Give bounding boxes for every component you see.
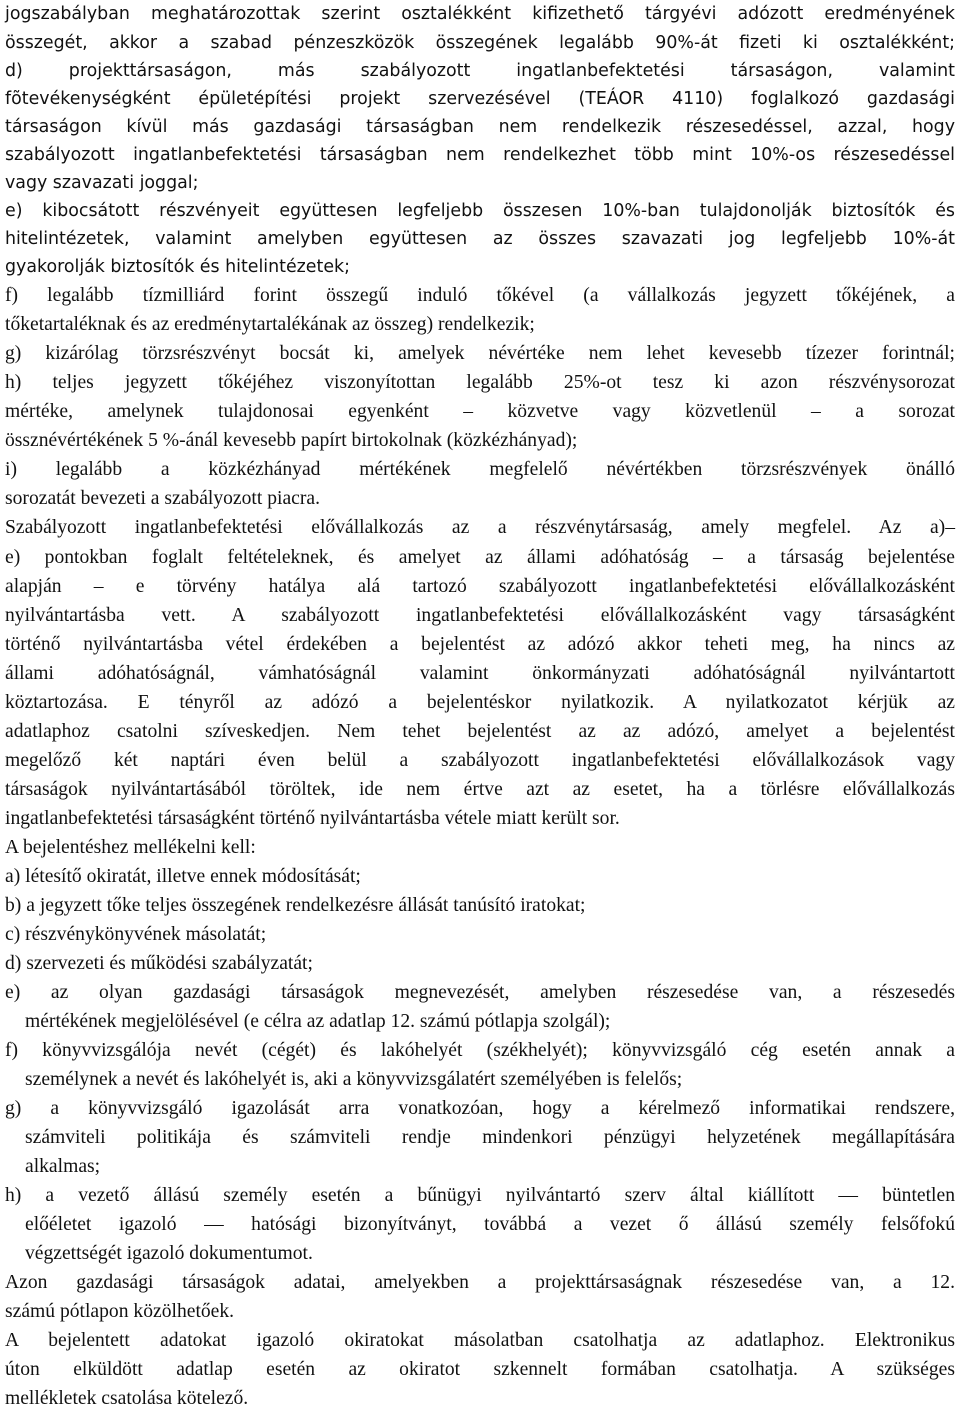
text-line: e) pontokban foglalt feltételeknek, és amelyet az állami adóhatóság – a társaság bejelentése <box>5 547 955 568</box>
text-line: f) könyvvizsgálója nevét (cégét) és lakóhelyét (székhelyét); könyvvizsgáló cég esetén annak a <box>5 1040 955 1061</box>
text-line: társaságon kívül más gazdasági társaságban nem rendelkezik részesedéssel, azzal, hogy <box>5 117 955 137</box>
text-line: össznévértékének 5 %-ánál kevesebb papírt birtokolnak (közkézhányad); <box>5 430 578 451</box>
text-line: b) a jegyzett tőke teljes összegének rendelkezésre állását tanúsító iratokat; <box>5 895 586 916</box>
text-line: megelőző két naptári éven belül a szabályozott ingatlanbefektetési elővállalkozások vagy <box>5 750 955 771</box>
text-line: a) létesítő okiratát, illetve ennek módosítását; <box>5 866 361 887</box>
text-line: A bejelentéshez mellékelni kell: <box>5 837 256 858</box>
text-line: mértéke, amelynek tulajdonosai egyenként – közvetve vagy közvetlenül – a sorozat <box>5 401 955 422</box>
text-line: sorozatát bevezeti a szabályozott piacra. <box>5 488 320 509</box>
text-line: számviteli politikája és számviteli rendje mindenkori pénzügyi helyzetének megállapítására <box>25 1127 955 1148</box>
text-line: Azon gazdasági társaságok adatai, amelyekben a projekttársaságnak részesedése van, a 12. <box>5 1272 955 1293</box>
text-line: nyilvántartásba vett. A szabályozott ingatlanbefektetési elővállalkozásként vagy társaságként <box>5 605 955 626</box>
text-line: előéletet igazoló — hatósági bizonyítványt, továbbá a vezet ő állású személy felsőfokú <box>25 1214 955 1235</box>
text-line: d) projekttársaságon, más szabályozott ingatlanbefektetési társaságon, valamint <box>5 61 955 81</box>
text-line: h) a vezető állású személy esetén a bűnügyi nyilvántartó szerv által kiállított — büntetlen <box>5 1185 955 1206</box>
text-line: tőketartaléknak és az eredménytartalékának az összeg) rendelkezik; <box>5 314 535 335</box>
text-line: e) kibocsátott részvényeit együttesen legfeljebb összesen 10%-ban tulajdonolják biztosítók és <box>5 201 955 221</box>
text-line: g) kizárólag törzsrészvényt bocsát ki, amelyek névértéke nem lehet kevesebb tízezer forintnál; <box>5 343 955 364</box>
text-line: fõtevékenységként épületépítési projekt szervezésével (TEÁOR 4110) foglalkozó gazdasági <box>5 89 955 109</box>
text-line: állami adóhatóságnál, vámhatóságnál valamint önkormányzati adóhatóságnál nyilvántartott <box>5 663 955 684</box>
text-line: alapján – e törvény hatálya alá tartozó szabályozott ingatlanbefektetési elővállalkozásként <box>5 576 955 597</box>
text-line: A bejelentett adatokat igazoló okiratokat másolatban csatolhatja az adatlaphoz. Elektronikus <box>5 1330 955 1351</box>
text-line: Szabályozott ingatlanbefektetési elővállalkozás az a részvénytársaság, amely megfelel. Az a)– <box>5 517 955 538</box>
text-line: f) legalább tízmilliárd forint összegű induló tőkével (a vállalkozás jegyzett tőkéjének, a <box>5 285 955 306</box>
text-line: úton elküldött adatlap esetén az okiratot szkennelt formában csatolhatja. A szükséges <box>5 1359 955 1380</box>
text-line: e) az olyan gazdasági társaságok megnevezését, amelyben részesedése van, a részesedés <box>5 982 955 1003</box>
text-line: mellékletek csatolása kötelező. <box>5 1388 249 1409</box>
text-line: d) szervezeti és működési szabályzatát; <box>5 953 313 974</box>
text-line: alkalmas; <box>25 1156 101 1177</box>
text-line: összegét, akkor a szabad pénzeszközök összegének legalább 90%-át fizeti ki osztalékként; <box>5 33 955 53</box>
text-line: hitelintézetek, valamint amelyben együttesen az összes szavazati jog legfeljebb 10%-át <box>5 229 955 249</box>
text-line: jogszabályban meghatározottak szerint osztalékként kifizethető tárgyévi adózott eredményének <box>5 4 955 24</box>
text-line: g) a könyvvizsgáló igazolását arra vonatkozóan, hogy a kérelmező informatikai rendszere, <box>5 1098 955 1119</box>
text-line: c) részvénykönyvének másolatát; <box>5 924 267 945</box>
text-line: ingatlanbefektetési társaságként történő nyilvántartásba vétele miatt került sor. <box>5 808 620 829</box>
text-line: h) teljes jegyzett tőkéjéhez viszonyítottan legalább 25%-ot tesz ki azon részvénysorozat <box>5 372 955 393</box>
text-line: i) legalább a közkézhányad mértékének megfelelő névértékben törzsrészvények önálló <box>5 459 955 480</box>
text-line: vagy szavazati joggal; <box>5 173 199 193</box>
text-line: számú pótlapon közölhetőek. <box>5 1301 235 1322</box>
text-line: végzettségét igazoló dokumentumot. <box>25 1243 313 1264</box>
text-line: társaságok nyilvántartásából töröltek, ide nem értve azt az esetet, ha a törlésre elővállalkozás <box>5 779 955 800</box>
text-line: adatlaphoz csatolni szíveskedjen. Nem tehet bejelentést az az adózó, amelyet a bejelentést <box>5 721 955 742</box>
text-line: köztartozása. E tényről az adózó a bejelentéskor nyilatkozik. A nyilatkozatot kérjük az <box>5 692 955 713</box>
text-line: mértékének megjelölésével (e célra az adatlap 12. számú pótlapja szolgál); <box>25 1011 611 1032</box>
text-line: gyakorolják biztosítók és hitelintézetek; <box>5 257 350 277</box>
text-line: személynek a nevét és lakóhelyét is, aki a könyvvizsgálatért személyében is felelős; <box>25 1069 683 1090</box>
text-line: történő nyilvántartásba vétel érdekében a bejelentést az adózó akkor teheti meg, ha nincs az <box>5 634 955 655</box>
text-line: szabályozott ingatlanbefektetési társaságban nem rendelkezhet több mint 10%-os részesedéssel <box>5 145 955 165</box>
